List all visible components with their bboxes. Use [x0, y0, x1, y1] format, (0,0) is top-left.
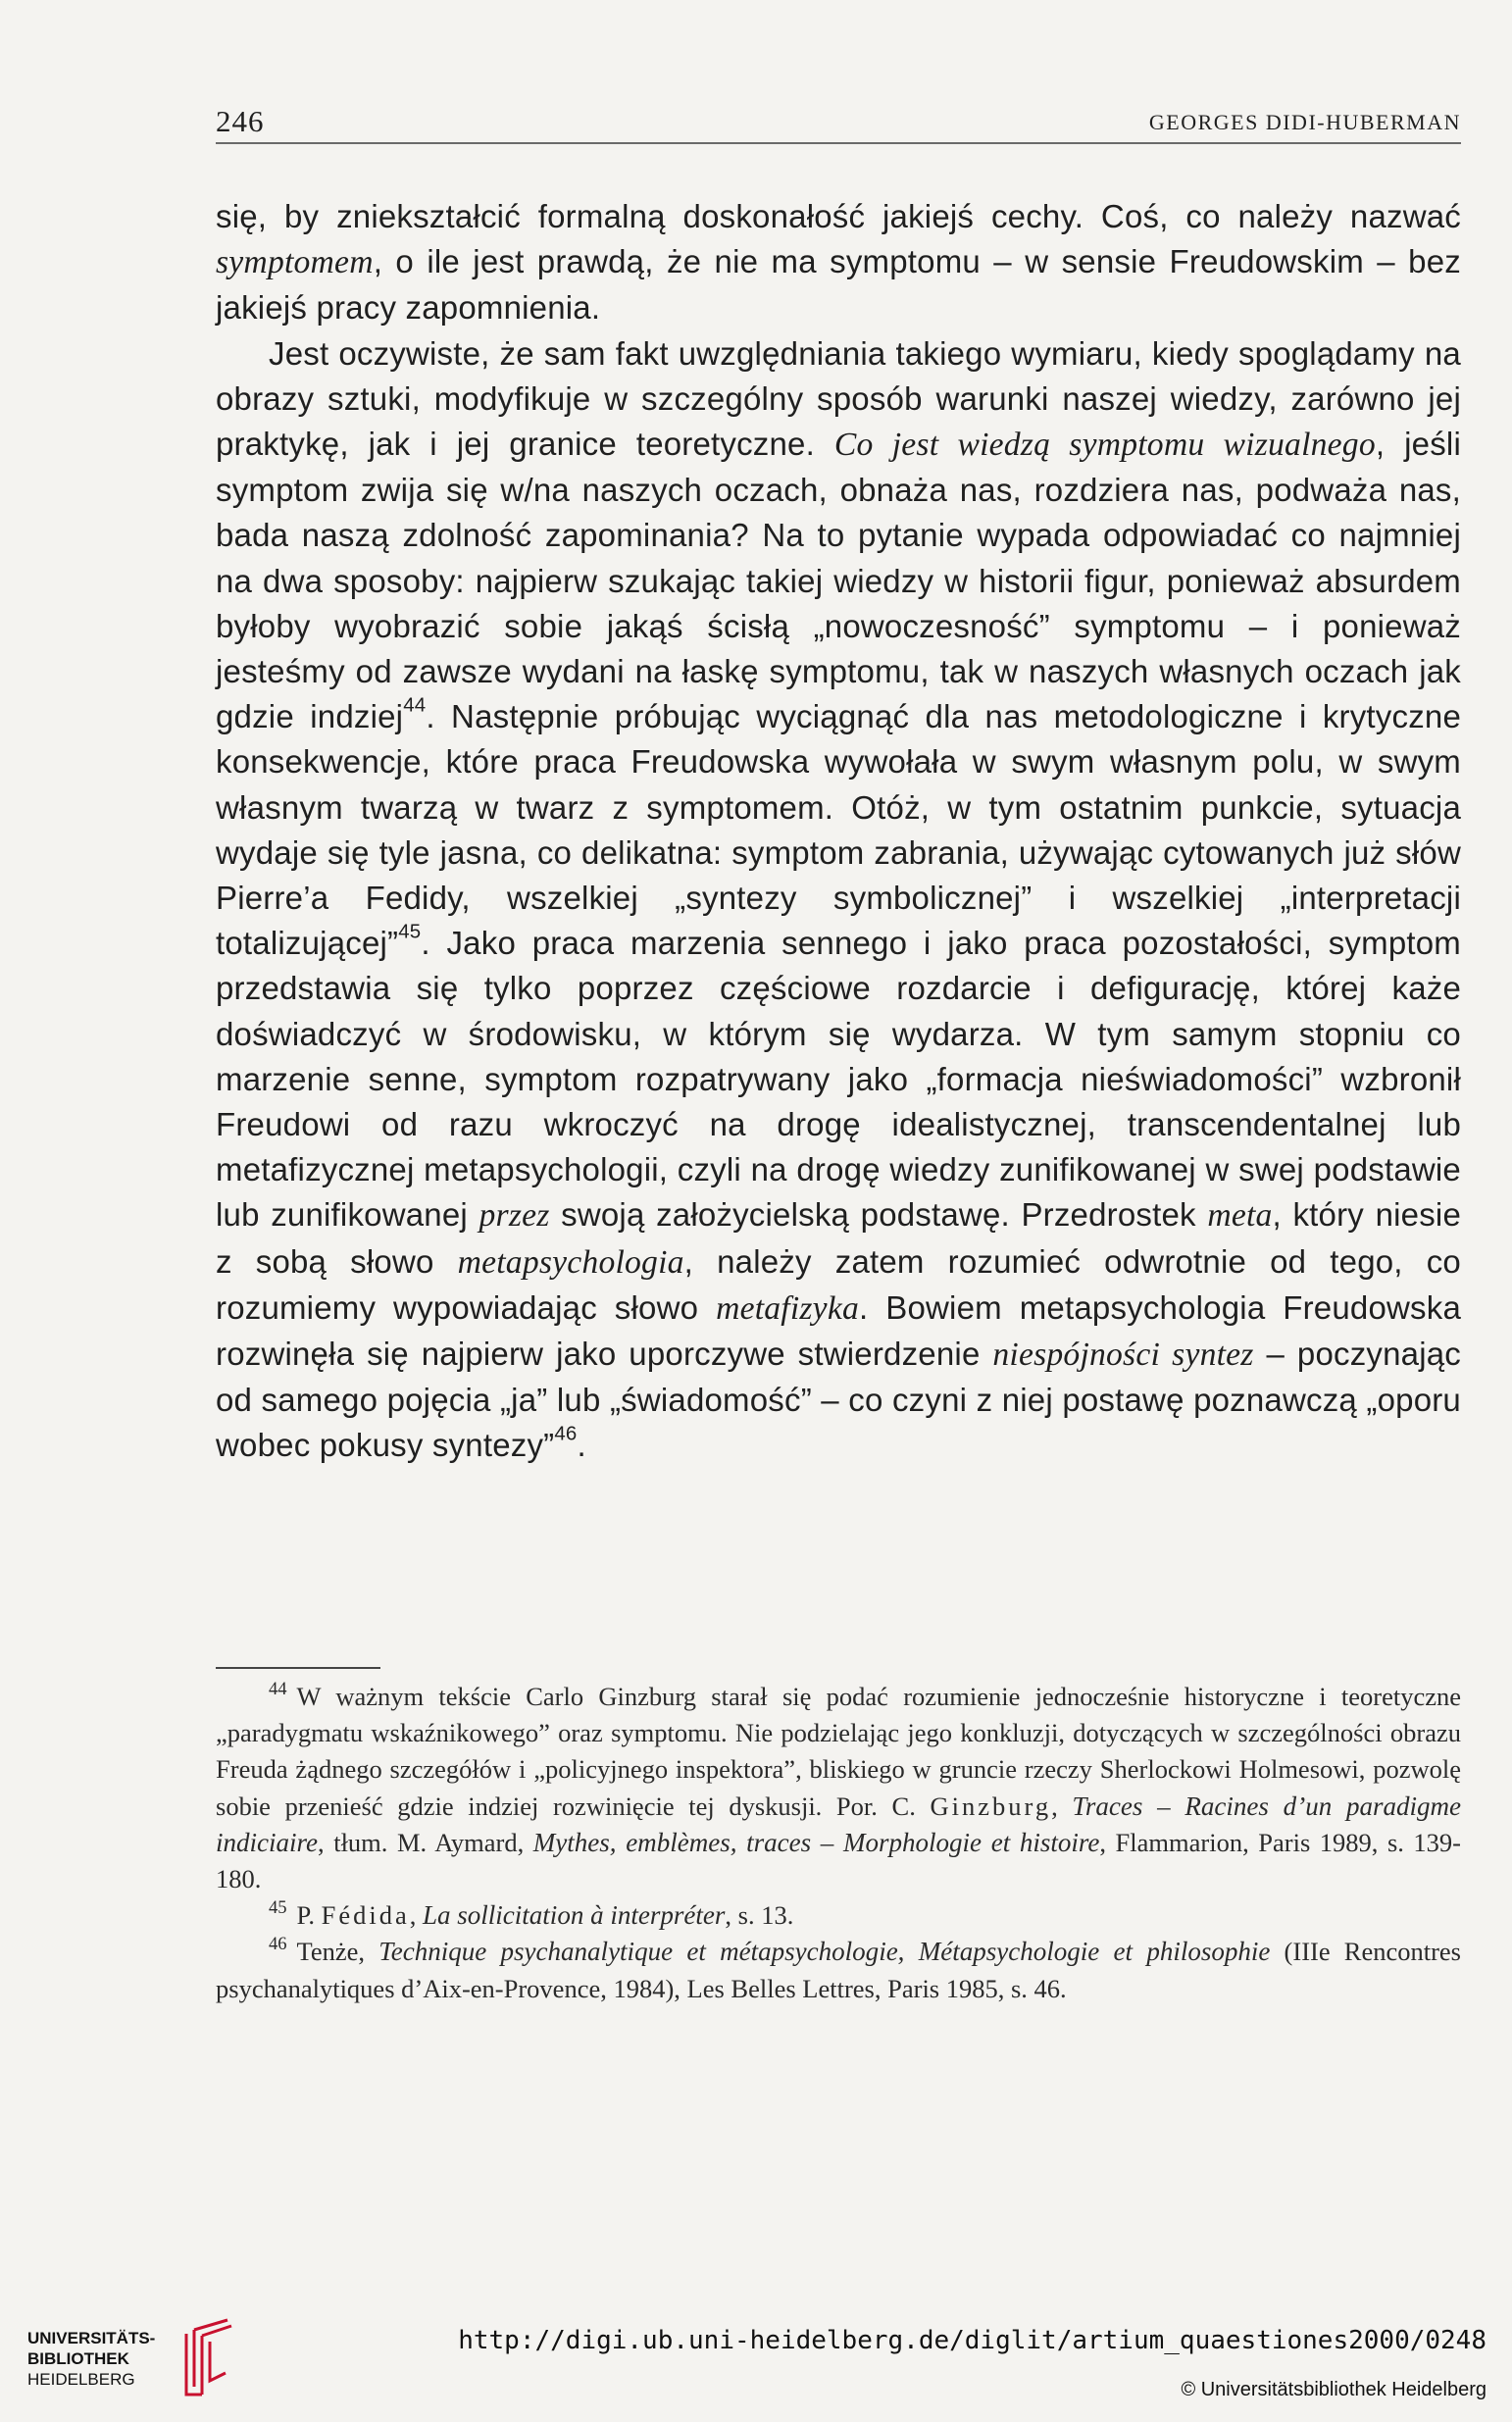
text-run: , — [409, 1900, 423, 1931]
text-run: się, by zniekształcić formalną doskonałość jakiejś cechy. Coś, co należy nazwać — [216, 198, 1461, 234]
italic-text: meta — [1207, 1197, 1273, 1235]
text-run: Jest oczywiste, że sam fakt uwzględniania takiego wymiaru, kiedy spoglądamy na obrazy sztuki, modyfikuje w szczególny sposób warunki naszej wiedzy, zarówno jej praktykę, jak i jej granice teoretyczne. — [216, 334, 1461, 463]
italic-text: przez — [479, 1197, 550, 1235]
library-name-line2: BIBLIOTHEK — [27, 2349, 129, 2368]
italic-text: La sollicitation à interpréter — [422, 1900, 726, 1931]
text-run: , s. 13. — [725, 1900, 794, 1931]
footnote-46 — [216, 1934, 1461, 2006]
library-name-line3: HEIDELBERG — [27, 2370, 135, 2389]
italic-text: Co jest wiedzą symptomu wizualnego — [833, 427, 1376, 464]
text-run: . Następnie próbując wyciągnąć dla nas metodologiczne i krytyczne konsekwencje, które praca Freudowska wywołała w swym własnym polu, w swym własnym twarzą w twarz z symptomem. Otóż, w tym ostatnim punkcie, sytuacja wydaje się tyle jasna, co delikatna: symptom zabrania, używając cytowanych już słów Pierre’a Fedidy, wszelkiej „syntezy symbolicznej” i wszelkiej „interpretacji totalizującej” — [216, 698, 1462, 962]
text-run: . — [577, 1427, 586, 1464]
text-run: Tenże, — [296, 1937, 379, 1967]
footnote-number: 46 — [269, 1934, 287, 1955]
text-run: . Bowiem metapsychologia Freudowska rozwinęła się najpierw jako uporczywe stwierdzenie — [216, 1288, 1462, 1373]
footnote-44 — [216, 1679, 1461, 1897]
paragraph-1 — [216, 194, 1461, 331]
text-run: swoją założycielską podstawę. Przedrostek — [549, 1196, 1208, 1234]
italic-text: metafizyka — [716, 1289, 859, 1327]
author-name: Ginzburg — [930, 1791, 1052, 1821]
text-run: , Flammarion, Paris 1989, s. 139-180. — [216, 1827, 1461, 1894]
footnote-rule — [216, 1667, 380, 1669]
footnote-number: 45 — [269, 1897, 287, 1919]
footnote-text — [297, 1900, 794, 1930]
footnote-text — [216, 1682, 1461, 1893]
page-header — [216, 104, 1461, 143]
text-run: , — [1051, 1791, 1073, 1821]
text-run: – poczynając od samego pojęcia „ja” lub „świadomość” – co czyni z niej postawę poznawczą „oporu wobec pokusy syntezy” — [216, 1336, 1461, 1464]
footnotes — [216, 1679, 1461, 2007]
library-logo-icon — [180, 2316, 239, 2398]
italic-text: niespójności syntez — [992, 1337, 1254, 1374]
library-logo — [27, 2308, 253, 2406]
author-name: Fédida — [321, 1900, 410, 1931]
text-run: (IIIe Rencontres psychanalytiques d’Aix-en-Provence, 1984), Les Belles Lettres, Paris 1985, s. 46. — [216, 1937, 1461, 2003]
italic-text: metapsychologia — [457, 1243, 684, 1281]
italic-text: Traces – Racines d’un paradigme indiciaire — [216, 1791, 1462, 1857]
copyright-notice: © Universitätsbibliothek Heidelberg — [1181, 2379, 1487, 2400]
footnote-number: 44 — [269, 1678, 287, 1699]
text-run: W ważnym tekście Carlo Ginzburg starał się podać rozumienie jednocześnie historyczne i teoretyczne „paradygmatu wskaźnikowego” oraz symptomu. Nie podzielając jego konkluzji, dotyczących w szczególności obrazu Freuda żądnego szczegółów i „policyjnego inspektora”, bliskiego w gruncie rzeczy Sherlockowi Holmesowi, pozwolę sobie przenieść gdzie indziej rozwinięcie tej dyskusji. Por. C. — [216, 1682, 1461, 1821]
italic-text: Technique psychanalytique et métapsychologie, Métapsychologie et philosophie — [378, 1937, 1271, 1967]
text-run: P. — [296, 1900, 322, 1931]
text-run: . Jako praca marzenia sennego i jako praca pozostałości, symptom przedstawia się tylko poprzez częściowe rozdarcie i defigurację, której każe doświadczyć w środowisku, w którym się wydarza. W tym samym stopniu co marzenie senne, symptom rozpatrywany jako „formacja nieświadomości” wzbronił Freudowi od razu wkroczyć na drogę idealistycznej, transcendentalnej lub metafizycznej metapsychologii, czyli na drogę wiedzy zunifikowanej w swej podstawie lub zunifikowanej — [216, 925, 1461, 1234]
text-run: , tłum. M. Aymard, — [318, 1827, 533, 1857]
italic-text: symptomem — [216, 244, 374, 281]
text-run: , jeśli symptom zwija się w/na naszych oczach, obnaża nas, rozdziera nas, podważa nas, bada naszą zdolność zapominania? Na to pytanie wypada odpowiadać co najmniej na dwa sposoby: najpierw szukając takiej wiedzy w historii figur, ponieważ absurdem byłoby wyobrazić sobie jakąś ścisłą „nowoczesność” symptomu – i ponieważ jesteśmy od zawsze wydani na łaskę symptomu, tak w naszych własnych oczach jak gdzie indziej — [216, 426, 1461, 735]
header-rule — [216, 142, 1461, 144]
footnote-reference: 46 — [554, 1423, 578, 1446]
footnote-45 — [216, 1897, 1461, 1934]
footnote-reference: 45 — [398, 920, 422, 943]
running-head: GEORGES DIDI-HUBERMAN — [1148, 110, 1461, 134]
library-name — [27, 2328, 155, 2390]
footnote-reference: 44 — [403, 693, 427, 717]
footnote-text — [216, 1937, 1461, 2002]
text-run: , należy zatem rozumieć odwrotnie od tego, co rozumiemy wypowiadając słowo — [216, 1242, 1461, 1326]
text-run: , który niesie z sobą słowo — [216, 1196, 1461, 1280]
text-run: , o ile jest prawdą, że nie ma symptomu – w sensie Freudowskim – bez jakiejś pracy zapomnienia. — [216, 243, 1461, 327]
library-name-line1: UNIVERSITÄTS- — [27, 2329, 156, 2347]
italic-text: Mythes, emblèmes, traces – Morphologie et histoire — [532, 1827, 1100, 1857]
body-text — [216, 194, 1461, 1469]
library-footer — [0, 2285, 1512, 2422]
paragraph-2 — [216, 331, 1461, 1469]
source-url-link[interactable]: http://digi.ub.uni-heidelberg.de/diglit/artium_quaestiones2000/0248 — [458, 2326, 1487, 2355]
page-number: 246 — [216, 104, 265, 138]
